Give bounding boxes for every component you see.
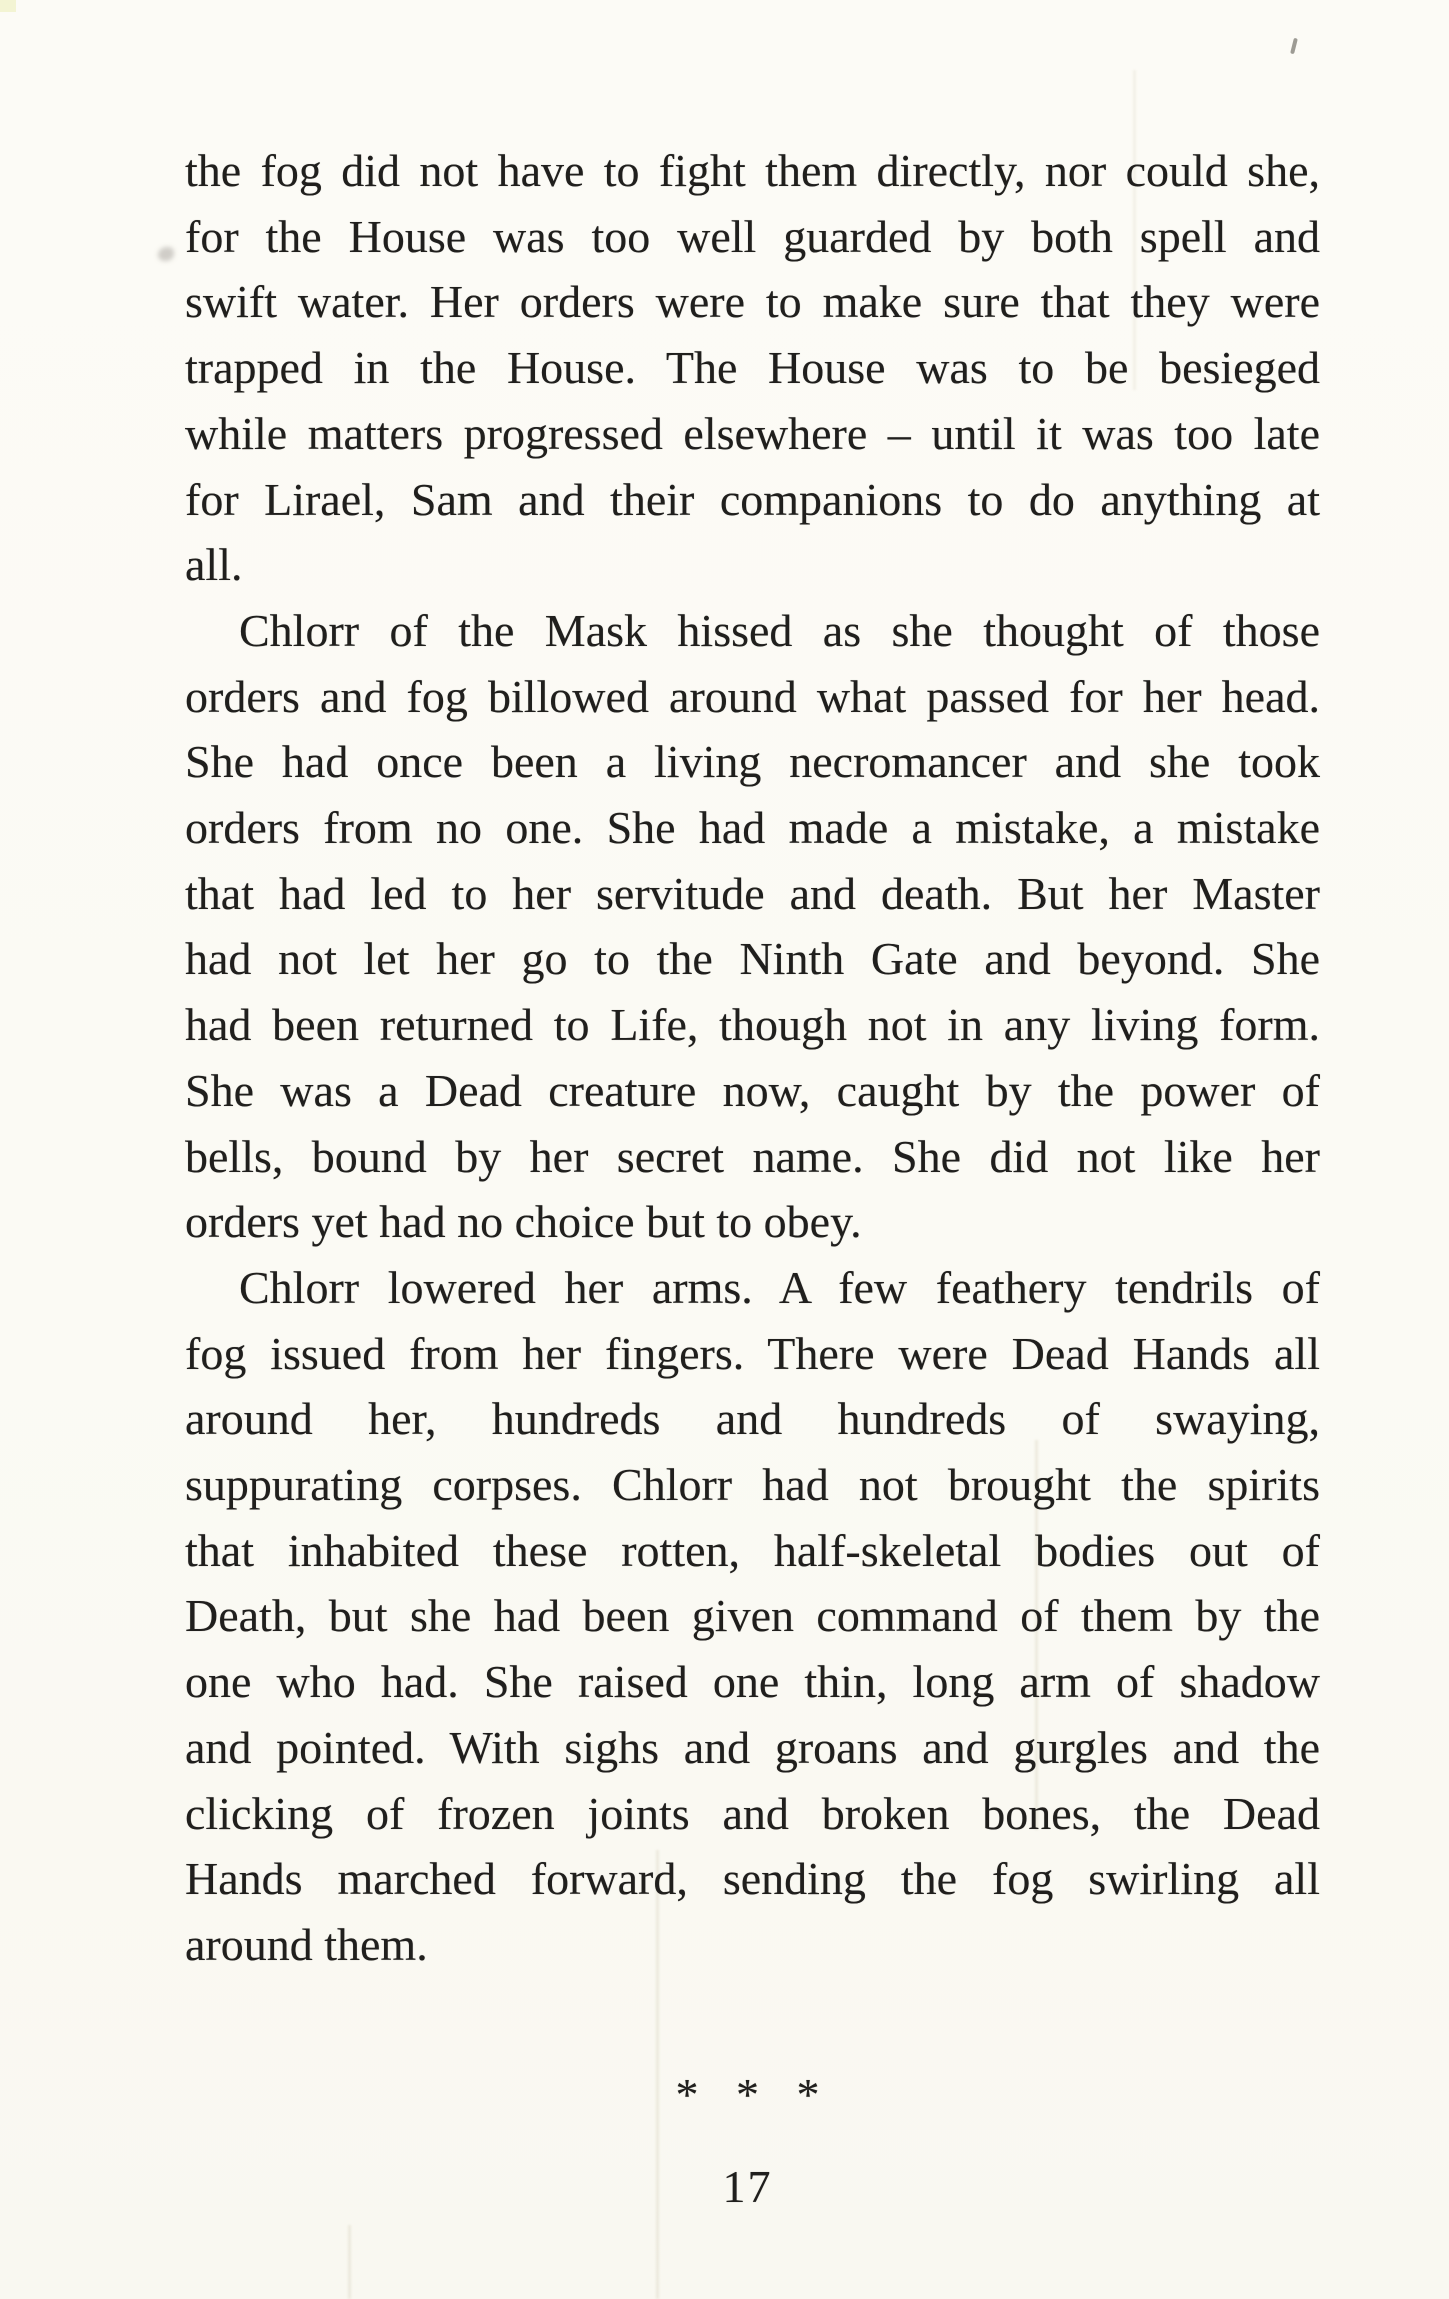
text-line: Chlorr lowered her arms. A few feathery tendrils of xyxy=(239,1261,1320,1313)
text-line: She had once been a living necromancer and she took xyxy=(185,736,1320,788)
text-line: bells, bound by her secret name. She did not like her xyxy=(185,1130,1320,1182)
text-line: fog issued from her fingers. There were Dead Hands all xyxy=(185,1327,1320,1379)
text-line: Death, but she had been given command of them by the xyxy=(185,1590,1320,1642)
text-line: Hands marched forward, sending the fog swirling all xyxy=(185,1853,1320,1905)
text-line: for the House was too well guarded by both spell and xyxy=(185,210,1320,262)
text-line: orders yet had no choice but to obey. xyxy=(185,1196,862,1248)
text-line: the fog did not have to fight them directly, nor could she, xyxy=(185,145,1320,196)
text-line: suppurating corpses. Chlorr had not brought the spirits xyxy=(185,1459,1320,1511)
scan-tick-mark xyxy=(1290,38,1298,54)
text-line: trapped in the House. The House was to be besieged xyxy=(185,342,1320,394)
text-line: and pointed. With sighs and groans and gurgles and the xyxy=(185,1721,1320,1773)
text-line: swift water. Her orders were to make sure that they were xyxy=(185,276,1320,328)
text-line: around them. xyxy=(185,1918,428,1970)
text-line: that inhabited these rotten, half-skeletal bodies out of xyxy=(185,1524,1320,1576)
page-number: 17 xyxy=(722,2161,773,2212)
text-line: had not let her go to the Ninth Gate and beyond. She xyxy=(185,933,1320,985)
text-line: Chlorr of the Mask hissed as she thought of those xyxy=(239,604,1320,656)
text-line: orders from no one. She had made a mistake, a mistake xyxy=(185,802,1320,854)
page-text-block xyxy=(185,138,1320,1978)
scan-corner-tint xyxy=(0,0,16,12)
text-line: while matters progressed elsewhere – until it was too late xyxy=(185,407,1320,459)
text-line: orders and fog billowed around what passed for her head. xyxy=(185,670,1320,722)
scan-smudge xyxy=(158,247,174,261)
text-line: around her, hundreds and hundreds of swaying, xyxy=(185,1393,1320,1445)
text-line: that had led to her servitude and death. But her Master xyxy=(185,867,1320,919)
section-break: * * * xyxy=(675,2069,820,2120)
scan-crease xyxy=(348,2225,351,2299)
text-line: all. xyxy=(185,539,243,591)
text-line: for Lirael, Sam and their companions to do anything at xyxy=(185,473,1320,525)
text-line: clicking of frozen joints and broken bones, the Dead xyxy=(185,1787,1320,1839)
text-line: one who had. She raised one thin, long arm of shadow xyxy=(185,1656,1320,1708)
text-line: had been returned to Life, though not in any living form. xyxy=(185,999,1320,1051)
text-line: She was a Dead creature now, caught by the power of xyxy=(185,1064,1320,1116)
